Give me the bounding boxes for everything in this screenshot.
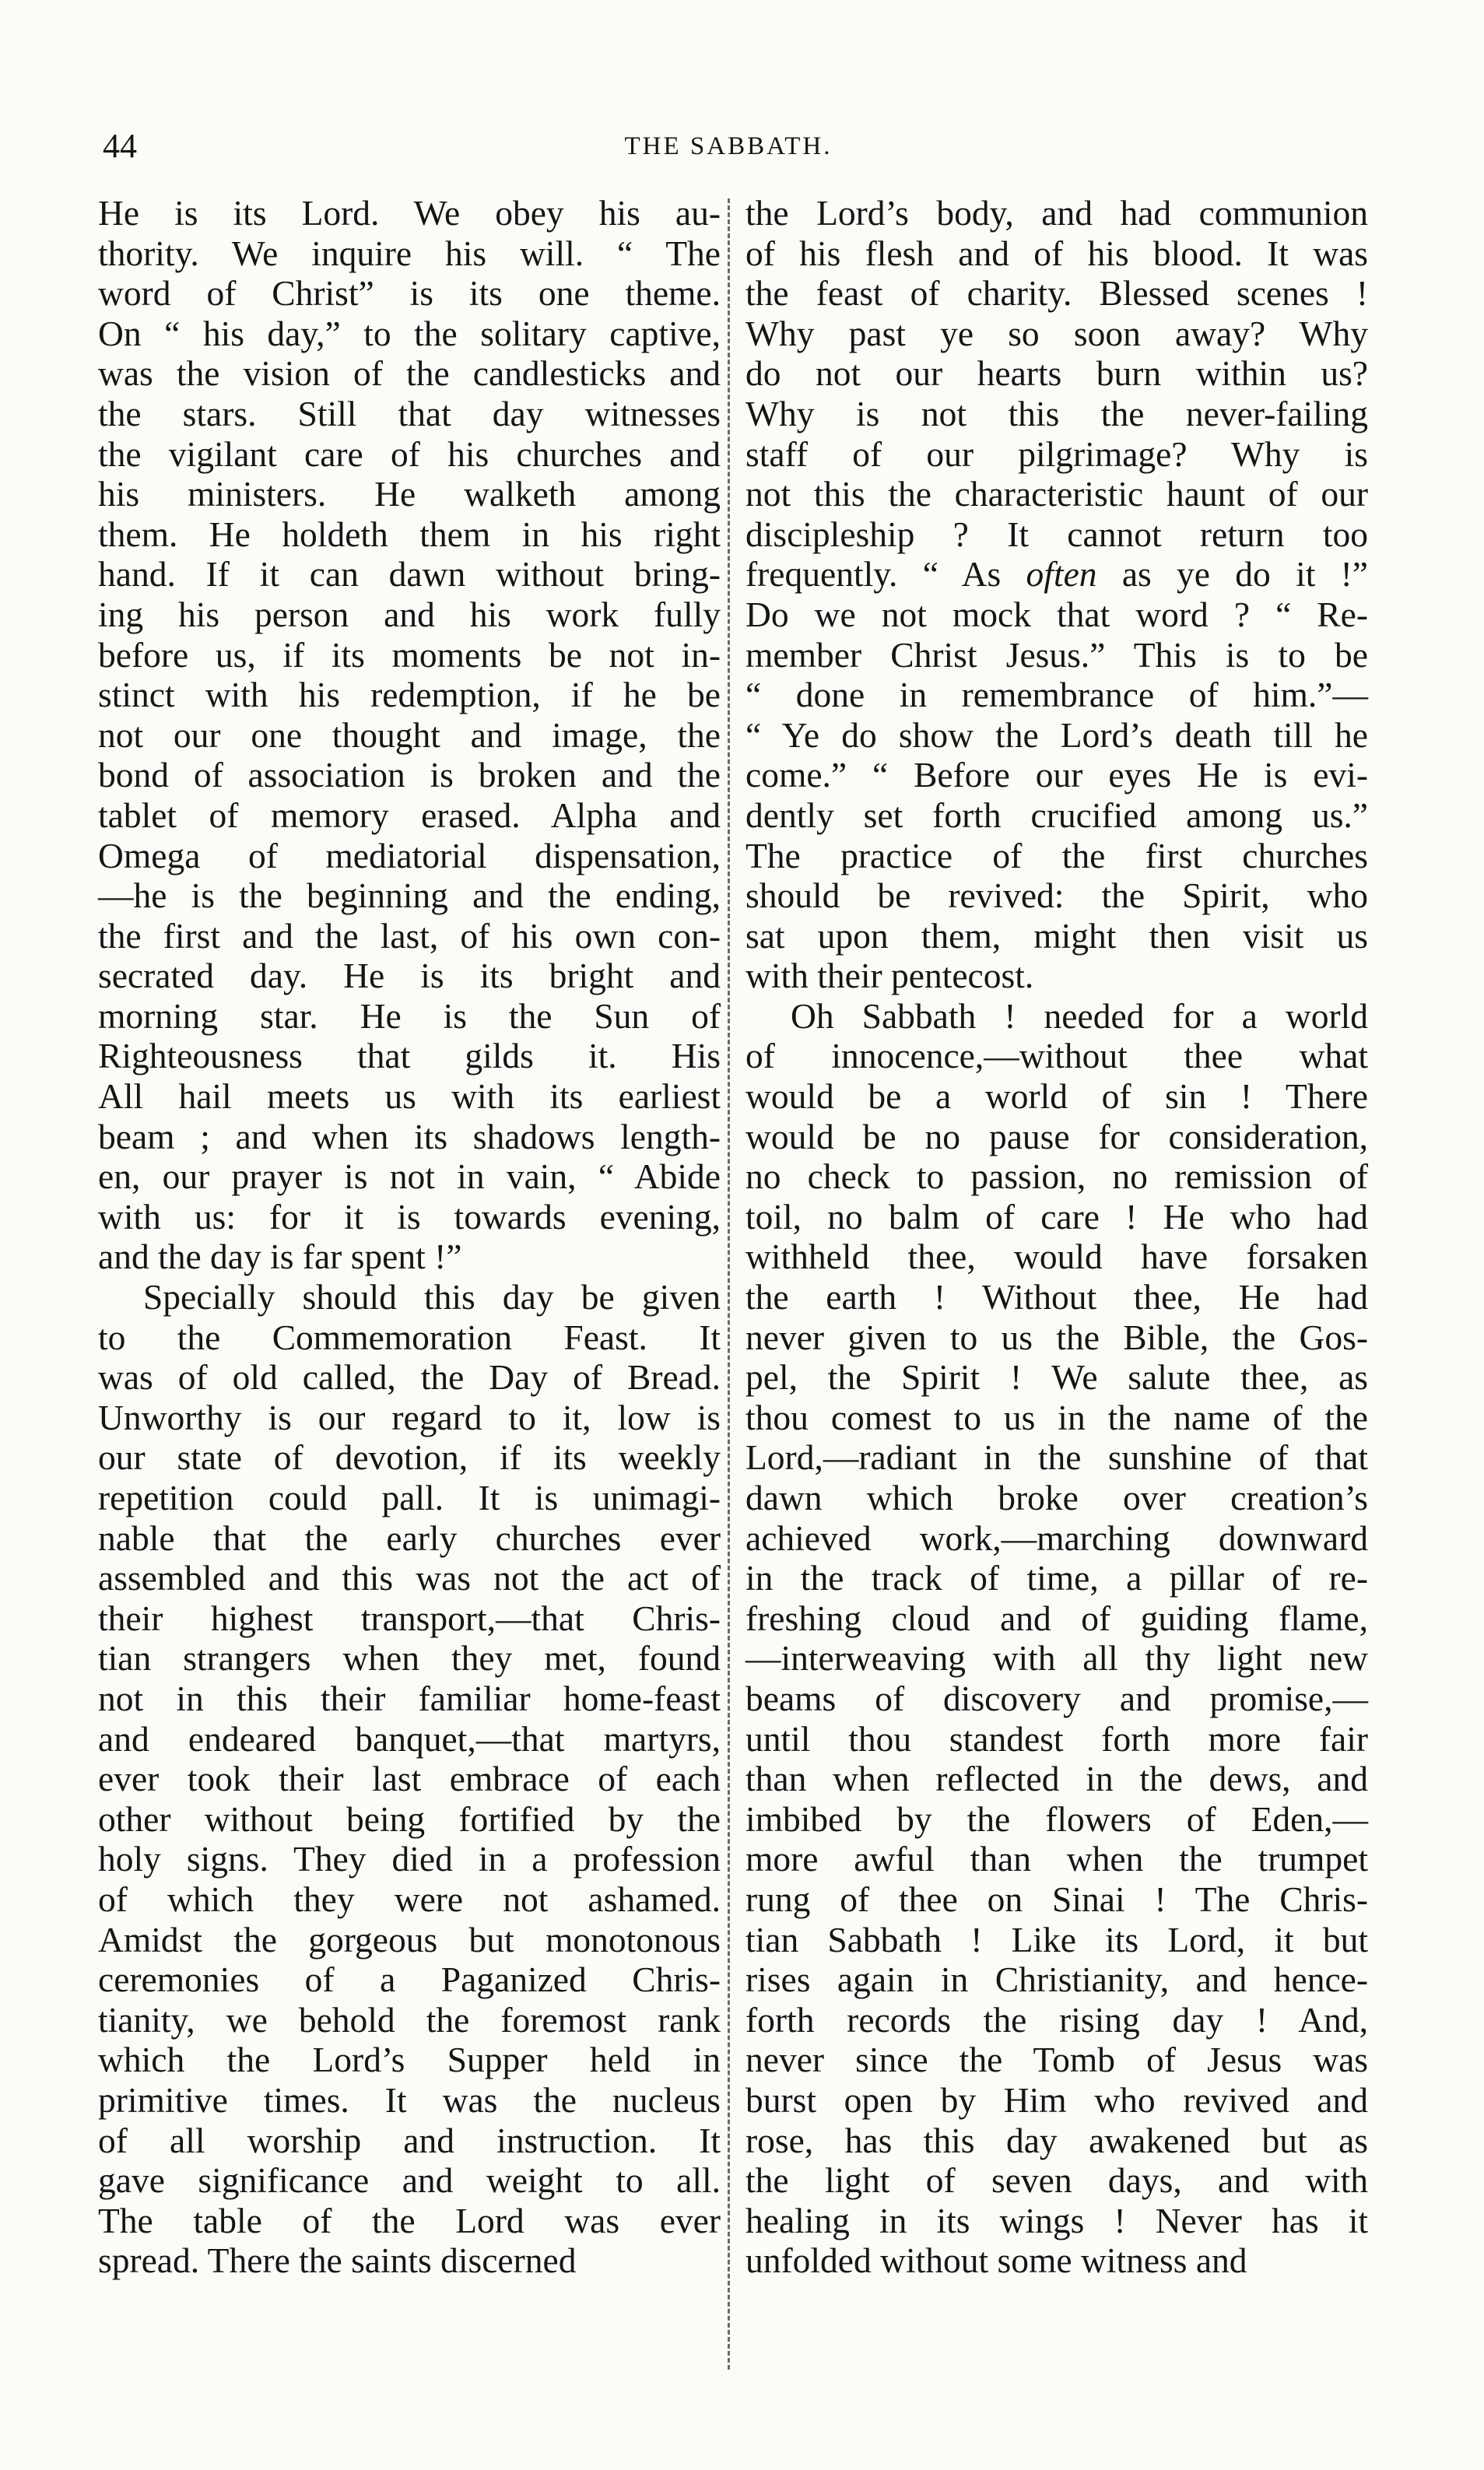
text-line: which the Lord’s Supper held in (98, 2040, 721, 2080)
text-line: —he is the beginning and the ending, (98, 875, 721, 916)
text-line: dently set forth crucified among us.” (746, 795, 1368, 835)
text-line: spread. There the saints discerned (98, 2240, 577, 2281)
text-line: would be no pause for consideration, (746, 1116, 1368, 1156)
text-line: Why past ye so soon away? Why (746, 313, 1368, 353)
text-line: He is its Lord. We obey his au- (98, 193, 721, 233)
text-line: ever took their last embrace of each (98, 1759, 721, 1799)
text-line: freshing cloud and of guiding flame, (746, 1598, 1368, 1638)
text-line: discipleship ? It cannot return too (746, 514, 1368, 554)
text-line: Why is not this the never-failing (746, 393, 1368, 433)
text-line: —interweaving with all thy light new (746, 1638, 1368, 1679)
text-line: frequently. “ As often as ye do it !” (746, 554, 1368, 595)
text-line: secrated day. He is its bright and (98, 956, 721, 996)
text-line: Unworthy is our regard to it, low is (98, 1397, 721, 1437)
text-line: morning star. He is the Sun of (98, 995, 721, 1036)
text-line: of which they were not ashamed. (98, 1879, 721, 1919)
text-line: bond of association is broken and the (98, 755, 721, 795)
text-line: ceremonies of a Paganized Chris- (98, 1960, 721, 2000)
text-line: come.” “ Before our eyes He is evi- (746, 755, 1368, 795)
left-text-column (98, 193, 721, 2281)
text-line: gave significance and weight to all. (98, 2160, 721, 2201)
text-line: The practice of the first churches (746, 835, 1368, 875)
text-line: toil, no balm of care ! He who had (746, 1196, 1368, 1237)
text-line: word of Christ” is its one theme. (98, 273, 721, 314)
text-line: nable that the early churches ever (98, 1517, 721, 1558)
text-line: should be revived: the Spirit, who (746, 875, 1368, 916)
text-line: stinct with his redemption, if he be (98, 675, 721, 715)
text-line: repetition could pall. It is unimagi- (98, 1478, 721, 1517)
text-line: “ Ye do show the Lord’s death till he (746, 714, 1368, 755)
text-line: beams of discovery and promise,— (746, 1678, 1368, 1718)
text-line: his ministers. He walketh among (98, 474, 721, 514)
text-line: with us: for it is towards evening, (98, 1196, 721, 1237)
text-line: them. He holdeth them in his right (98, 514, 721, 554)
text-line: pel, the Spirit ! We salute thee, as (746, 1357, 1368, 1398)
text-line: rose, has this day awakened but as (746, 2120, 1368, 2160)
text-line: Righteousness that gilds it. His (98, 1036, 721, 1076)
running-head: THE SABBATH. (624, 132, 833, 160)
text-line: would be a world of sin ! There (746, 1076, 1368, 1117)
text-line: with their pentecost. (746, 956, 1034, 996)
text-line: forth records the rising day ! And, (746, 1999, 1368, 2040)
text-line: was of old called, the Day of Bread. (98, 1357, 721, 1398)
text-line: rises again in Christianity, and hence- (746, 1960, 1368, 2000)
right-text-column (746, 193, 1368, 2281)
text-line: imbibed by the flowers of Eden,— (746, 1798, 1368, 1839)
text-line: dawn which broke over creation’s (746, 1478, 1368, 1517)
text-line: until thou standest forth more fair (746, 1718, 1368, 1759)
page-number: 44 (103, 127, 137, 165)
text-line: Amidst the gorgeous but monotonous (98, 1919, 721, 1960)
page-header (98, 123, 1359, 170)
text-line: beam ; and when its shadows length- (98, 1116, 721, 1156)
text-line: the stars. Still that day witnesses (98, 393, 721, 433)
text-line: not this the characteristic haunt of our (746, 474, 1368, 514)
text-line: never given to us the Bible, the Gos- (746, 1317, 1368, 1357)
text-line: of his flesh and of his blood. It was (746, 233, 1368, 273)
text-line: On “ his day,” to the solitary captive, (98, 313, 721, 353)
column-divider (728, 198, 730, 2370)
text-line: All hail meets us with its earliest (98, 1076, 721, 1117)
text-line: do not our hearts burn within us? (746, 353, 1368, 394)
text-line: thou comest to us in the name of the (746, 1397, 1368, 1437)
text-line: assembled and this was not the act of (98, 1558, 721, 1598)
text-line: the Lord’s body, and had communion (746, 193, 1368, 233)
text-line: tianity, we behold the foremost rank (98, 1999, 721, 2040)
text-line: achieved work,—marching downward (746, 1517, 1368, 1558)
text-line: holy signs. They died in a profession (98, 1839, 721, 1879)
text-line: ing his person and his work fully (98, 594, 721, 634)
text-line: and endeared banquet,—that martyrs, (98, 1718, 721, 1759)
text-line: en, our prayer is not in vain, “ Abide (98, 1156, 721, 1197)
text-line: unfolded without some witness and (746, 2240, 1247, 2281)
text-line: our state of devotion, if its weekly (98, 1437, 721, 1478)
text-line: tian strangers when they met, found (98, 1638, 721, 1679)
text-line: thority. We inquire his will. “ The (98, 233, 721, 273)
text-line: member Christ Jesus.” This is to be (746, 634, 1368, 675)
text-line: no check to passion, no remission of (746, 1156, 1368, 1197)
text-line: more awful than when the trumpet (746, 1839, 1368, 1879)
text-line: of all worship and instruction. It (98, 2120, 721, 2160)
text-line: in the track of time, a pillar of re- (746, 1558, 1368, 1598)
text-line: “ done in remembrance of him.”— (746, 675, 1368, 715)
text-line: not our one thought and image, the (98, 714, 721, 755)
text-line: and the day is far spent !” (98, 1237, 462, 1277)
text-line: sat upon them, might then visit us (746, 915, 1368, 956)
text-line: hand. If it can dawn without bring- (98, 554, 721, 595)
text-line: Lord,—radiant in the sunshine of that (746, 1437, 1368, 1478)
text-line: Omega of mediatorial dispensation, (98, 835, 721, 875)
text-line: tablet of memory erased. Alpha and (98, 795, 721, 835)
text-line: never since the Tomb of Jesus was (746, 2040, 1368, 2080)
text-line: rung of thee on Sinai ! The Chris- (746, 1879, 1368, 1919)
text-line: was the vision of the candlesticks and (98, 353, 721, 394)
text-line: the light of seven days, and with (746, 2160, 1368, 2201)
text-line: the vigilant care of his churches and (98, 433, 721, 474)
text-line: tian Sabbath ! Like its Lord, it but (746, 1919, 1368, 1960)
text-line: before us, if its moments be not in- (98, 634, 721, 675)
text-line: burst open by Him who revived and (746, 2079, 1368, 2120)
text-line: withheld thee, would have forsaken (746, 1237, 1368, 1277)
text-line: staff of our pilgrimage? Why is (746, 433, 1368, 474)
text-line: primitive times. It was the nucleus (98, 2079, 721, 2120)
text-line: not in this their familiar home-feast (98, 1678, 721, 1718)
text-line: the feast of charity. Blessed scenes ! (746, 273, 1368, 314)
text-line: to the Commemoration Feast. It (98, 1317, 721, 1357)
text-line: the first and the last, of his own con- (98, 915, 721, 956)
text-line: healing in its wings ! Never has it (746, 2200, 1368, 2240)
text-line: the earth ! Without thee, He had (746, 1277, 1368, 1317)
text-line: The table of the Lord was ever (98, 2200, 721, 2240)
text-line: their highest transport,—that Chris- (98, 1598, 721, 1638)
text-line: of innocence,—without thee what (746, 1036, 1368, 1076)
text-line: Specially should this day be given (143, 1277, 721, 1317)
text-line: Do we not mock that word ? “ Re- (746, 594, 1368, 634)
text-line: than when reflected in the dews, and (746, 1759, 1368, 1799)
text-line: other without being fortified by the (98, 1798, 721, 1839)
text-line: Oh Sabbath ! needed for a world (791, 995, 1368, 1036)
